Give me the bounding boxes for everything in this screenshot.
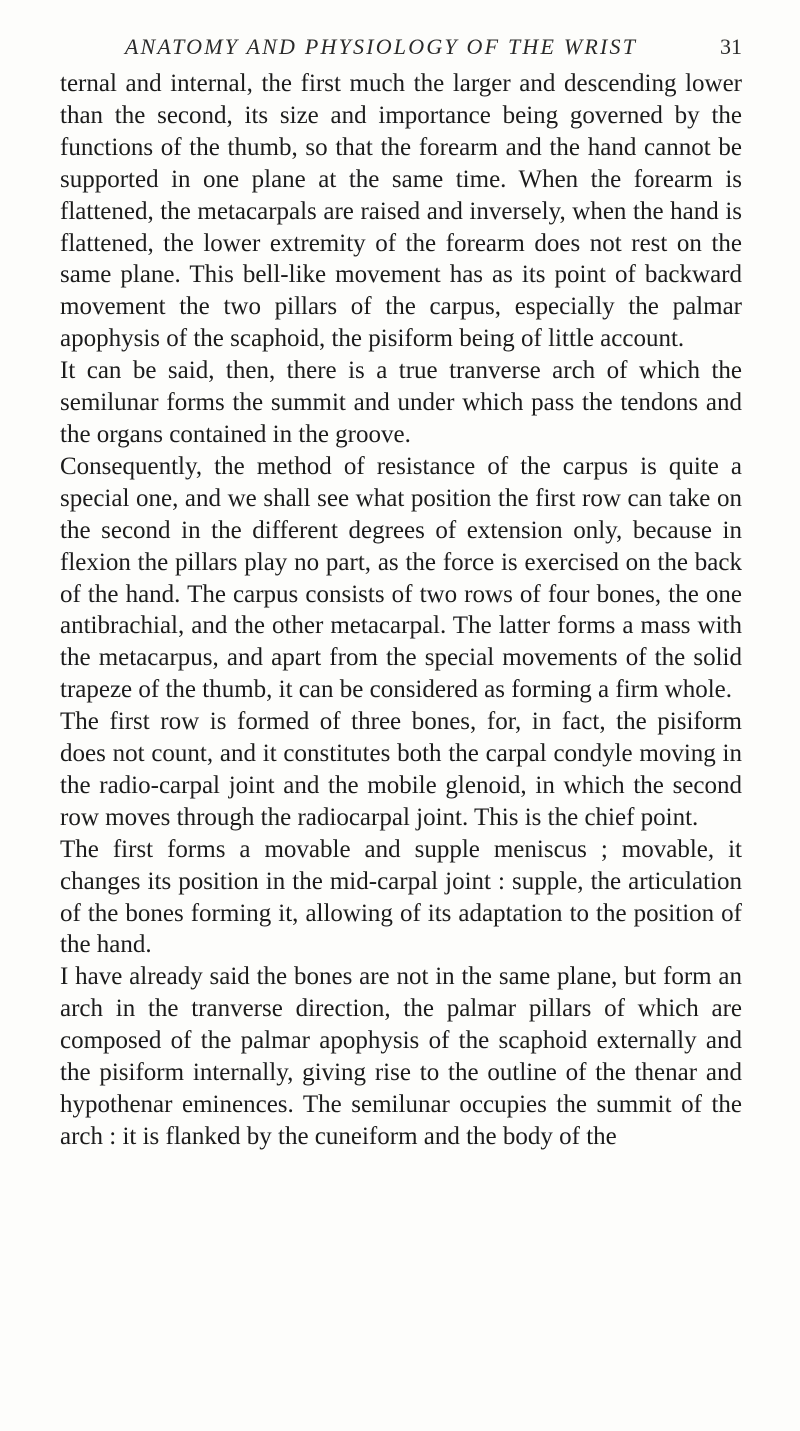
body-text [60, 68, 742, 1153]
book-page [60, 26, 742, 1153]
paragraph-2: It can be said, then, there is a true tranverse arch of which the semilunar forms the summit and under which pass the tendons and the organs contained in the groove. [60, 357, 742, 448]
paragraph-1: ternal and internal, the first much the larger and descending lower than the second, its size and importance being governed by the functions of the thumb, so that the forearm and the hand cannot be supported in one plane at the same time. When the forearm is flattened, the metacarpals are raised and inversely, when the hand is flattened, the lower extremity of the forearm does not rest on the same plane. This bell-like movement has as its point of backward movement the two pillars of the carpus, especially the palmar apophysis of the scaphoid, the pisiform being of little account. [60, 70, 742, 353]
paragraph-6: I have already said the bones are not in the same plane, but form an arch in the tranverse direction, the palmar pillars of which are composed of the palmar apophysis of the scaphoid externally and the pisiform internally, giving rise to the outline of the thenar and hypothenar eminences. The semilunar occupies the summit of the arch : it is flanked by the cuneiform and the body of the [60, 963, 742, 1150]
paragraph-4: The first row is formed of three bones, for, in fact, the pisiform does not count, and it constitutes both the carpal condyle moving in the radio-carpal joint and the mobile glenoid, in which the second row moves through the radiocarpal joint. This is the chief point. [60, 708, 742, 831]
page-number: 31 [720, 34, 742, 59]
running-head [60, 26, 742, 66]
paragraph-3: Consequently, the method of resistance of the carpus is quite a special one, and we shall see what position the first row can take on the second in the different degrees of extension only, because in flexion the pillars play no part, as the force is exercised on the back of the hand. The carpus consists of two rows of four bones, the one antibrachial, and the other metacarpal. The latter forms a mass with the metacarpus, and apart from the special movements of the solid trapeze of the thumb, it can be considered as forming a firm whole. [60, 452, 742, 704]
paragraph-5: The first forms a movable and supple meniscus ; movable, it changes its position in the mid-carpal joint : supple, the articulation of the bones forming it, allowing of its adaptation to the position of the hand. [60, 835, 742, 959]
running-title: ANATOMY AND PHYSIOLOGY OF THE WRIST [124, 34, 638, 59]
